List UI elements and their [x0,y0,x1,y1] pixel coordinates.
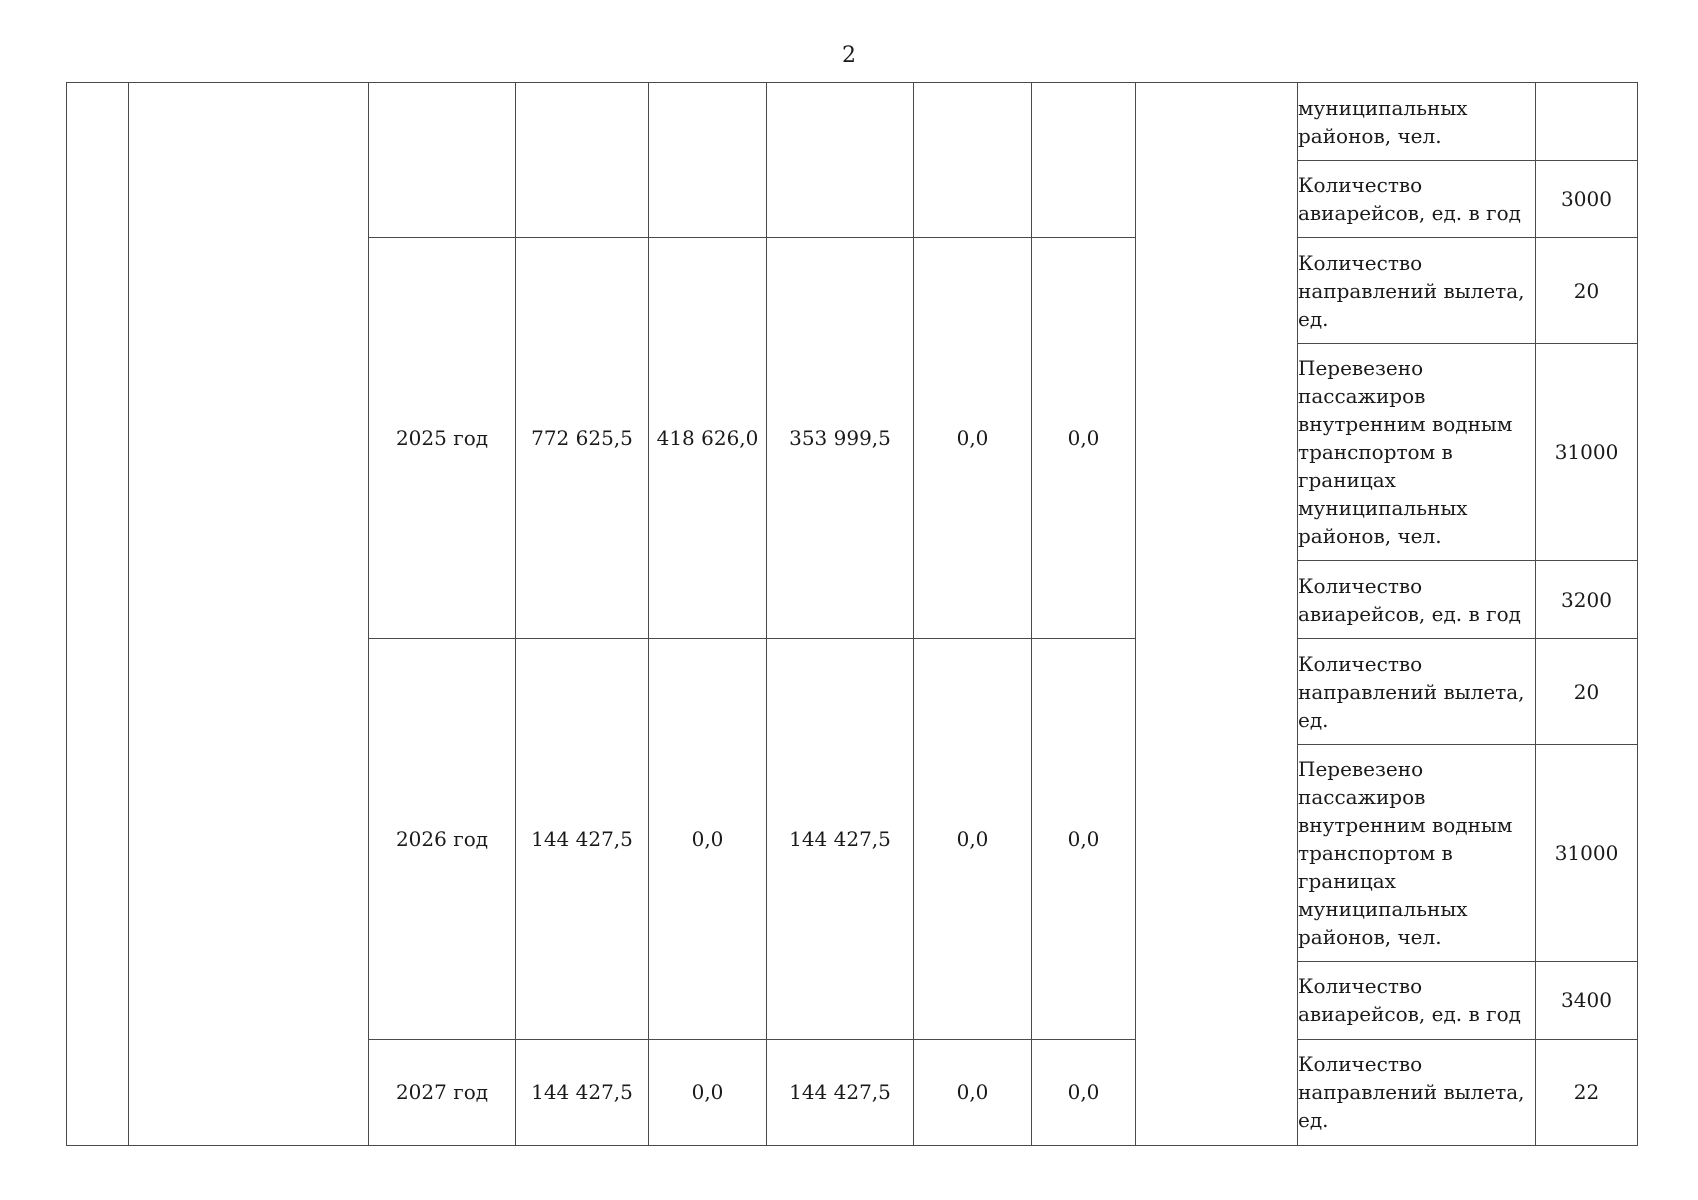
indicator-name: Количество направлений вылета, ед. [1298,1039,1536,1145]
table-row [67,83,1638,161]
regional-budget-cell: 144 427,5 [767,1039,914,1145]
program-name-cell [129,83,369,1146]
indicator-name: Количество направлений вылета, ед. [1298,639,1536,744]
indicator-value: 20 [1536,238,1638,344]
year-cell: 2025 год [369,238,516,639]
indicator-name: Перевезено пассажиров внутренним водным транспортом в границах муниципальных районов, чел. [1298,344,1536,561]
row-number-cell [67,83,129,1146]
total-cell: 144 427,5 [516,1039,649,1145]
funding-table [66,82,1638,1146]
other-sources-cell [1032,83,1136,238]
year-cell: 2027 год [369,1039,516,1145]
indicator-value: 22 [1536,1039,1638,1145]
federal-budget-cell: 0,0 [649,639,767,1039]
indicator-value: 31000 [1536,344,1638,561]
other-sources-cell: 0,0 [1032,238,1136,639]
regional-budget-cell: 353 999,5 [767,238,914,639]
responsible-cell [1136,83,1298,1146]
indicator-name: Количество авиарейсов, ед. в год [1298,961,1536,1039]
total-cell: 772 625,5 [516,238,649,639]
regional-budget-cell: 144 427,5 [767,639,914,1039]
indicator-value: 3400 [1536,961,1638,1039]
indicator-value: 20 [1536,639,1638,744]
year-cell: 2026 год [369,639,516,1039]
page-number: 2 [842,43,856,68]
local-budget-cell: 0,0 [914,1039,1032,1145]
total-cell: 144 427,5 [516,639,649,1039]
indicator-name: Количество авиарейсов, ед. в год [1298,561,1536,639]
year-cell [369,83,516,238]
indicator-value: 3000 [1536,161,1638,238]
federal-budget-cell: 418 626,0 [649,238,767,639]
indicator-value: 3200 [1536,561,1638,639]
indicator-name: Перевезено пассажиров внутренним водным транспортом в границах муниципальных районов, чел. [1298,744,1536,961]
indicator-name: Количество авиарейсов, ед. в год [1298,161,1536,238]
total-cell [516,83,649,238]
other-sources-cell: 0,0 [1032,1039,1136,1145]
local-budget-cell: 0,0 [914,238,1032,639]
federal-budget-cell: 0,0 [649,1039,767,1145]
indicator-name: Количество направлений вылета, ед. [1298,238,1536,344]
local-budget-cell: 0,0 [914,639,1032,1039]
regional-budget-cell [767,83,914,238]
other-sources-cell: 0,0 [1032,639,1136,1039]
indicator-value [1536,83,1638,161]
local-budget-cell [914,83,1032,238]
indicator-name: муниципальных районов, чел. [1298,83,1536,161]
indicator-value: 31000 [1536,744,1638,961]
federal-budget-cell [649,83,767,238]
